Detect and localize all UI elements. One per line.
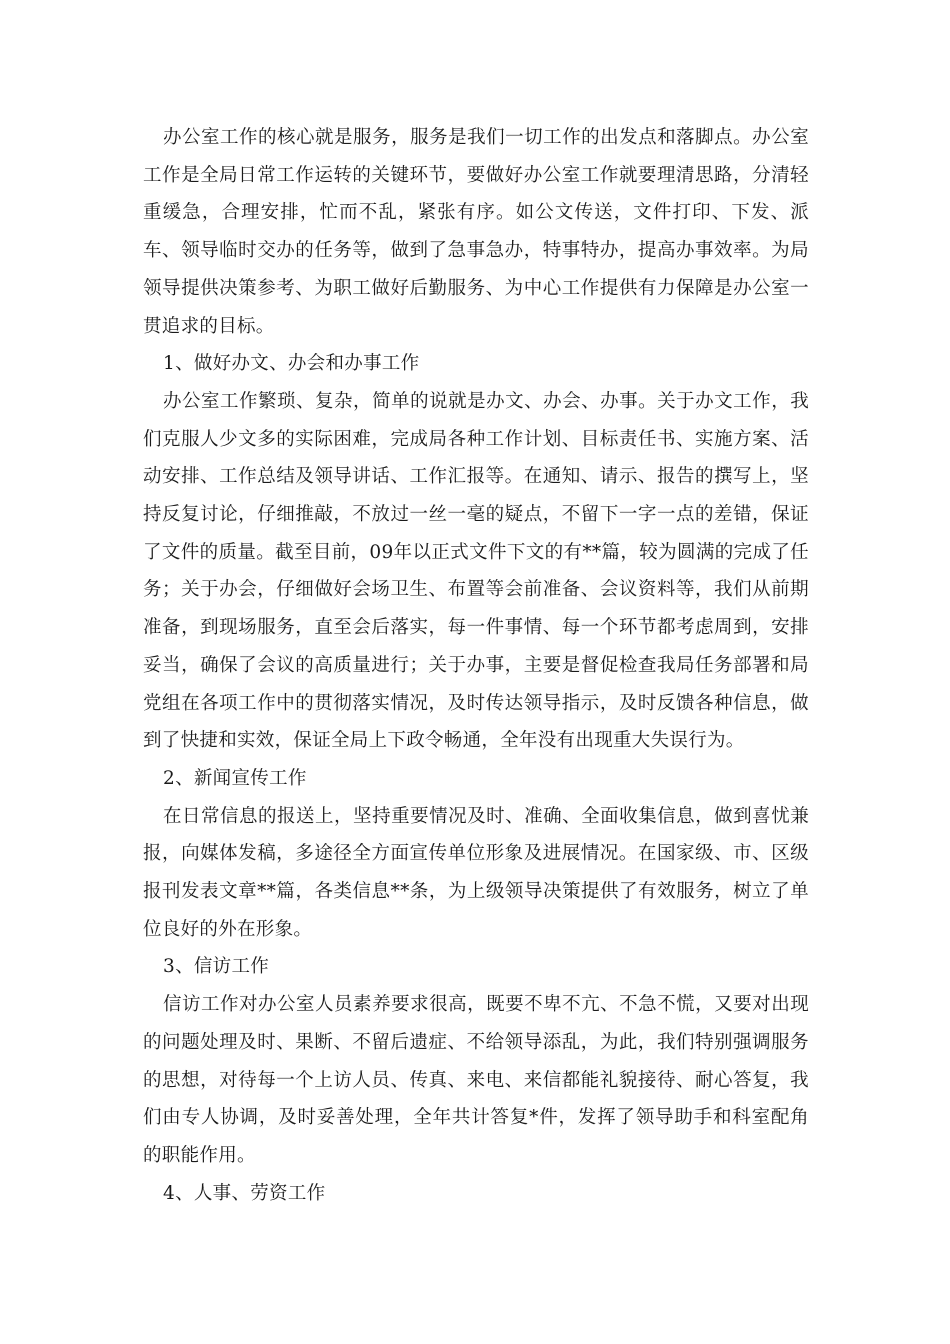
section-heading-3: 3、信访工作	[163, 956, 270, 978]
section-1-paragraph: 办公室工作繁琐、复杂，简单的说就是办文、办会、办事。关于办文工作，我们克服人少文多的实际困难，完成局各种工作计划、目标责任书、实施方案、活动安排、工作总结及领导讲话、工作汇报等。在通知、请示、报告的撰写上，坚持反复讨论，仔细推敲，不放过一丝一毫的疑点，不留下一字一点的差错，保证了文件的质量。截至目前，09年以正式文件下文的有**篇，较为圆满的完成了任务；关于办会，仔细做好会场卫生、布置等会前准备、会议资料等，我们从前期准备，到现场服务，直至会后落实，每一件事情、每一个环节都考虑周到，安排妥当，确保了会议的高质量进行；关于办事，主要是督促检查我局任务部署和局党组在各项工作中的贯彻落实情况，及时传达领导指示，及时反馈各种信息，做到了快捷和实效，保证全局上下政令畅通，全年没有出现重大失误行为。	[143, 390, 809, 752]
section-heading-1: 1、做好办文、办会和办事工作	[163, 353, 420, 375]
document-body	[143, 119, 809, 1212]
section-2-paragraph: 在日常信息的报送上，坚持重要情况及时、准确、全面收集信息，做到喜忧兼报，向媒体发稿，多途径全方面宣传单位形象及进展情况。在国家级、市、区级报刊发表文章**篇，各类信息**条，为上级领导决策提供了有效服务，树立了单位良好的外在形象。	[143, 805, 809, 940]
intro-paragraph: 办公室工作的核心就是服务，服务是我们一切工作的出发点和落脚点。办公室工作是全局日常工作运转的关键环节，要做好办公室工作就要理清思路，分清轻重缓急，合理安排，忙而不乱，紧张有序。如公文传送，文件打印、下发、派车、领导临时交办的任务等，做到了急事急办，特事特办，提高办事效率。为局领导提供决策参考、为职工做好后勤服务、为中心工作提供有力保障是办公室一贯追求的目标。	[143, 127, 809, 337]
section-heading-2: 2、新闻宣传工作	[163, 767, 307, 789]
section-heading-4: 4、人事、劳资工作	[163, 1182, 326, 1204]
section-3-paragraph: 信访工作对办公室人员素养要求很高，既要不卑不亢、不急不慌，又要对出现的问题处理及时、果断、不留后遗症、不给领导添乱，为此，我们特别强调服务的思想，对待每一个上访人员、传真、来电、来信都能礼貌接待、耐心答复，我们由专人协调，及时妥善处理，全年共计答复*件，发挥了领导助手和科室配角的职能作用。	[143, 994, 809, 1166]
